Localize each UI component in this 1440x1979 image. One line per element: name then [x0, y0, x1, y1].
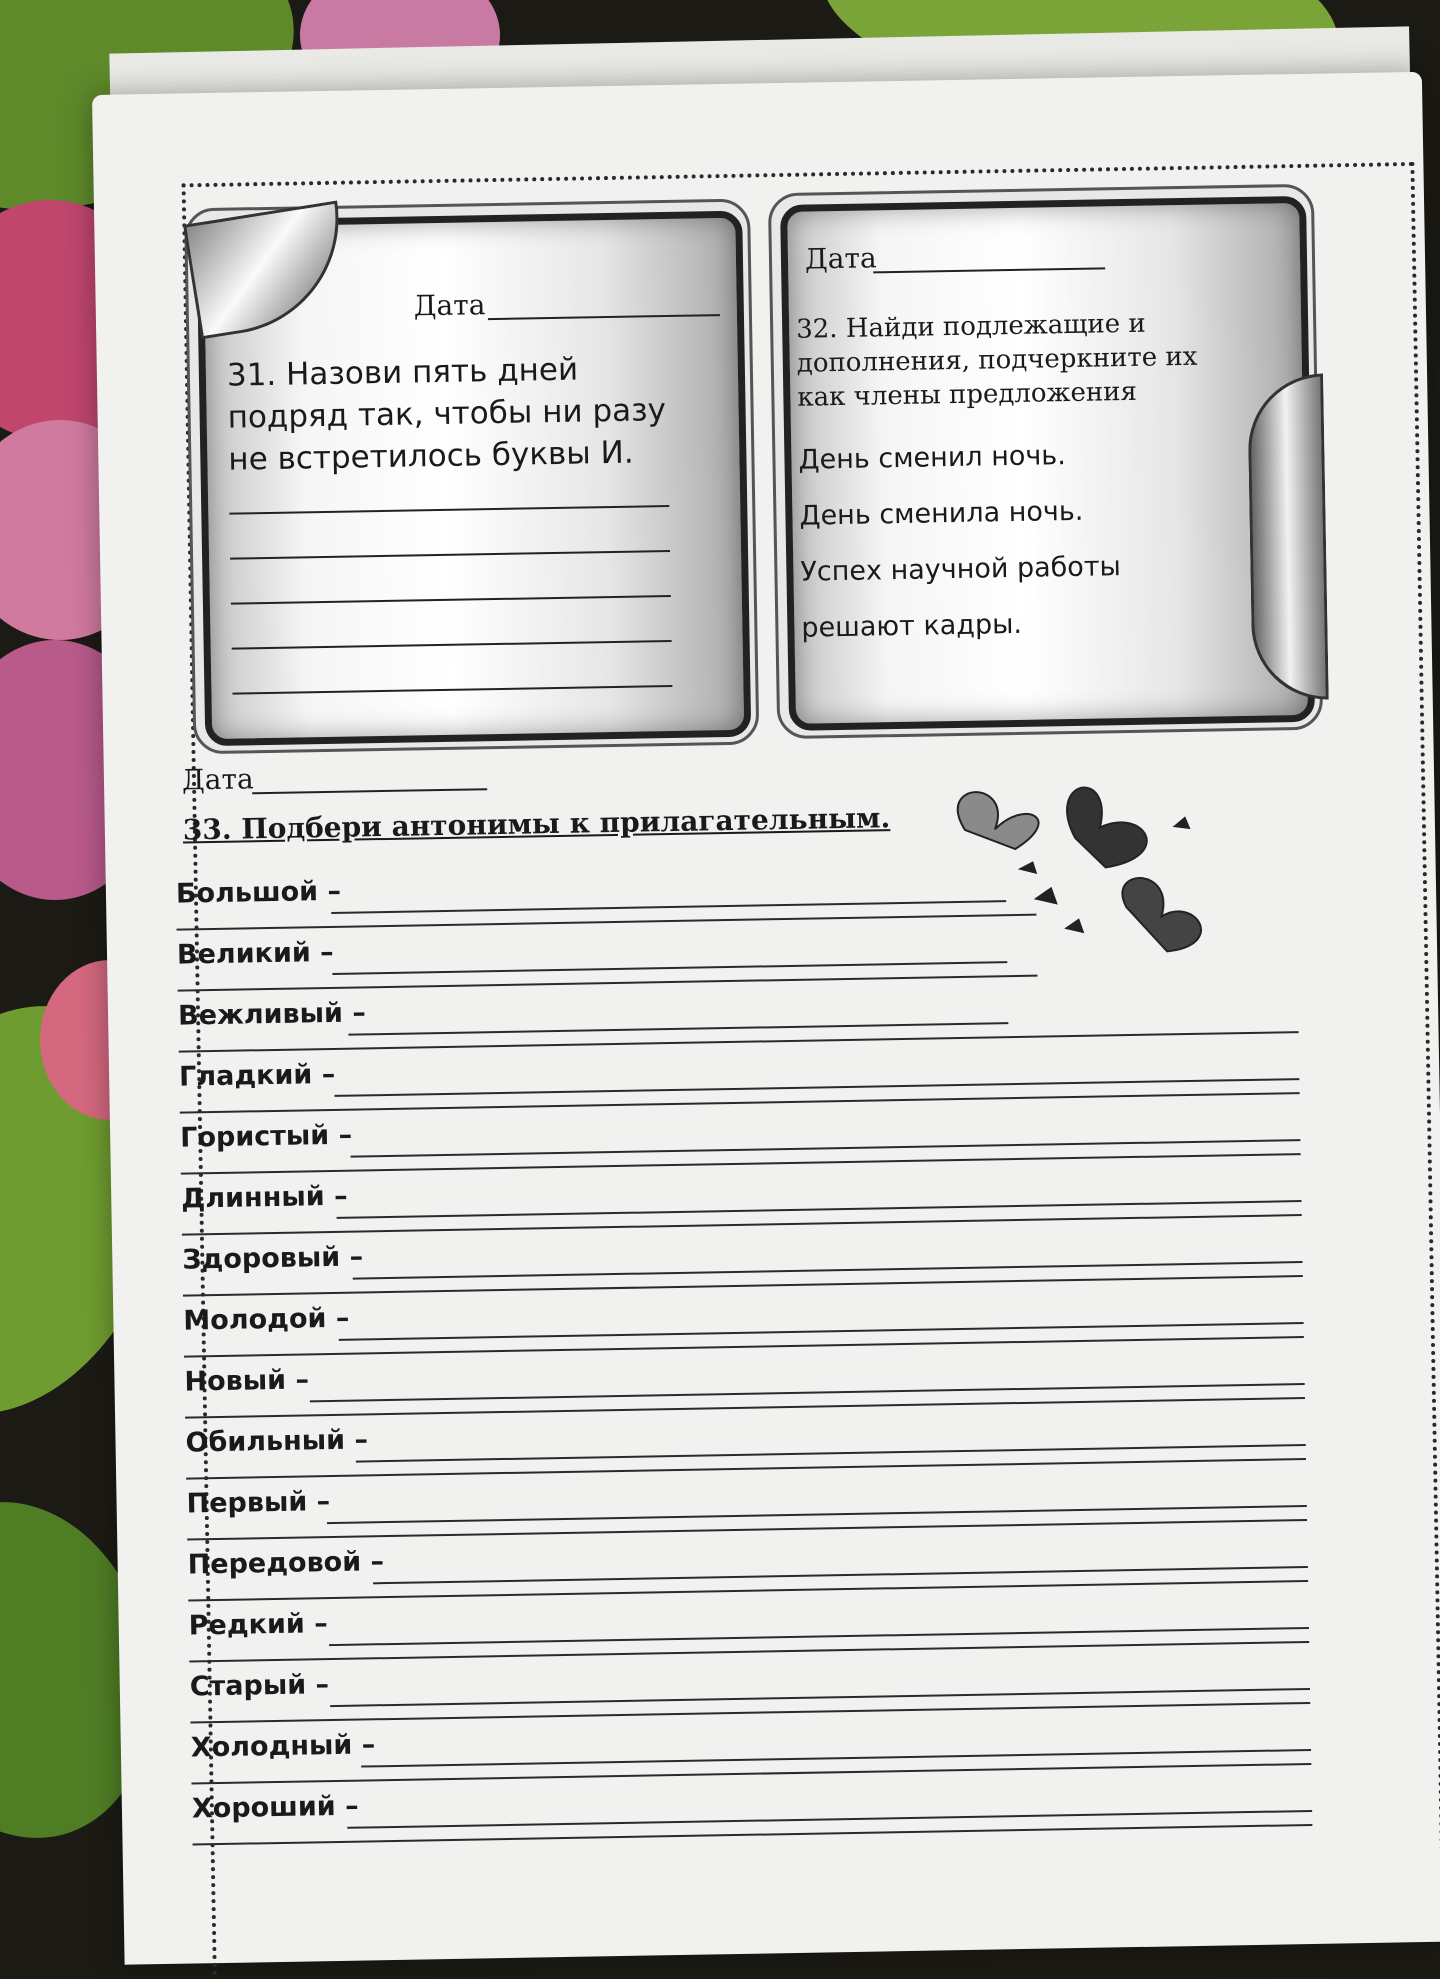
adjective-label: Передовой –: [187, 1546, 385, 1581]
task31-date-label: Дата: [413, 288, 486, 323]
adjective-label: Гористый –: [179, 1119, 353, 1154]
butterflies-icon: [924, 765, 1257, 971]
task32-text: 32. Найди подлежащие и дополнения, подчеркните их как члены предложения: [795, 308, 1198, 413]
adjective-label: Большой –: [175, 875, 342, 910]
adjective-label: Новый –: [184, 1364, 310, 1398]
adjective-label: Обильный –: [185, 1424, 369, 1459]
adjective-label: Молодой –: [183, 1302, 350, 1337]
worksheet-page: [92, 72, 1440, 1965]
adjective-label: Хороший –: [191, 1790, 359, 1825]
page-curl-icon: [1247, 374, 1329, 701]
adjective-label: Гладкий –: [178, 1058, 336, 1093]
task33-title: 33. Подбери антонимы к прилагательным.: [182, 801, 891, 847]
task32-sentence: День сменил ночь.: [798, 440, 1067, 476]
adjective-label: Вежливый –: [177, 997, 367, 1032]
adjective-label: Первый –: [186, 1486, 331, 1520]
task31-text: 31. Назови пять дней подряд так, чтобы ни разу не встретилось буквы И.: [226, 351, 667, 478]
adjective-label: Старый –: [189, 1669, 330, 1703]
task32-sentence: Успех научной работы: [800, 551, 1122, 588]
task32-sentence: решают кадры.: [801, 608, 1023, 644]
adjective-label: Длинный –: [181, 1180, 348, 1215]
task32-date-label: Дата: [804, 241, 877, 276]
adjective-label: Великий –: [176, 936, 334, 971]
task33-date-label: Дата: [181, 762, 254, 797]
adjective-label: Холодный –: [190, 1729, 376, 1764]
task32-sentence: День сменила ночь.: [799, 495, 1084, 532]
adjective-label: Редкий –: [188, 1608, 328, 1642]
adjective-label: Здоровый –: [182, 1241, 364, 1276]
